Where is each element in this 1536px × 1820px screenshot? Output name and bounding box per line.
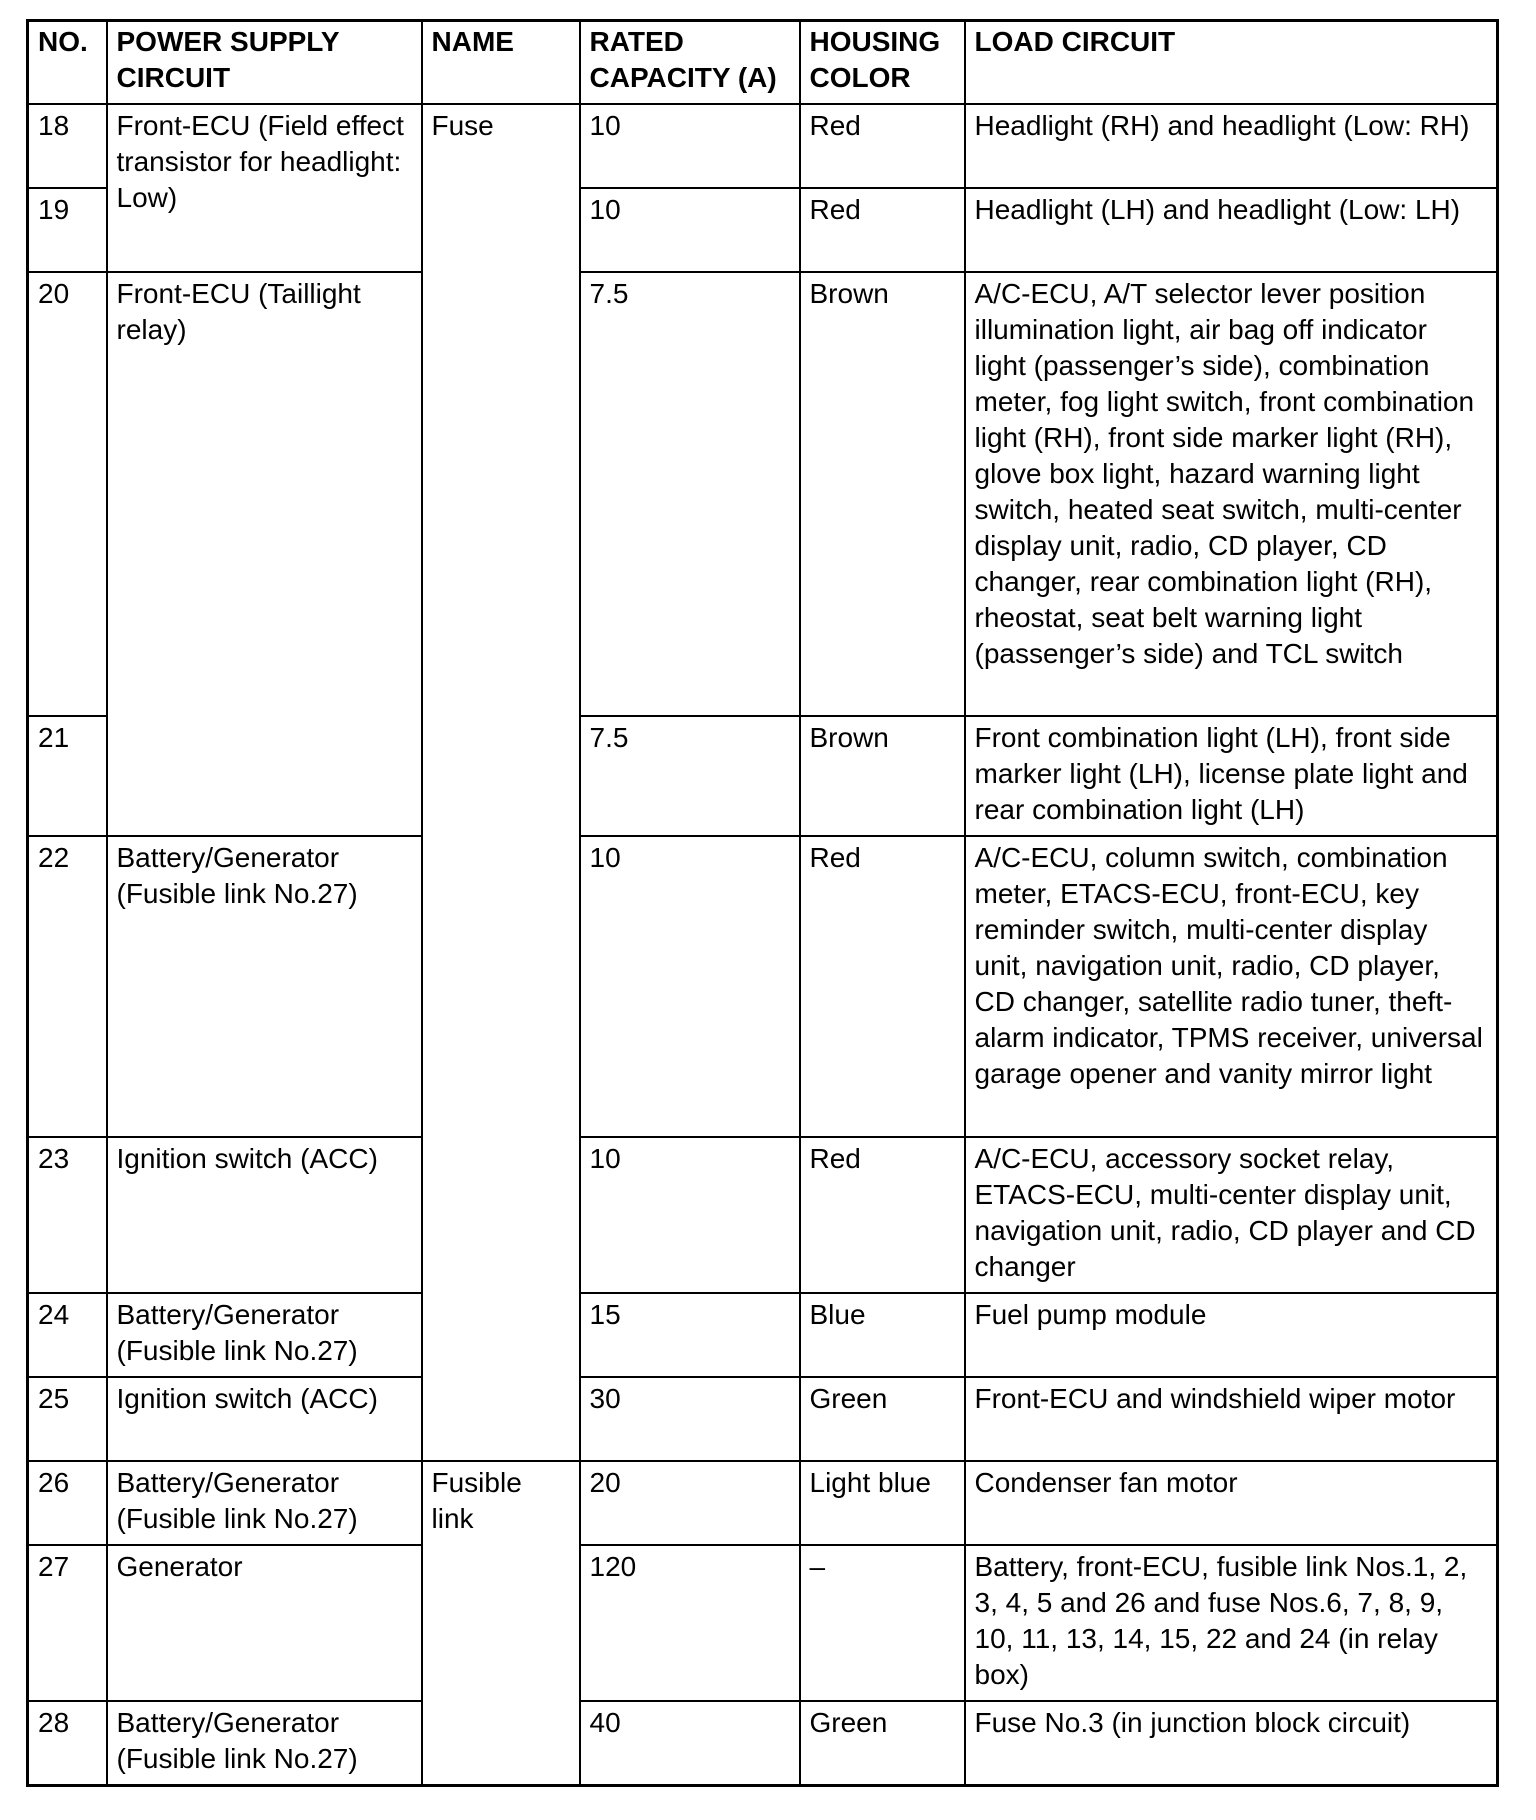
cell-no: 21 bbox=[28, 716, 107, 836]
cell-capacity: 120 bbox=[580, 1545, 800, 1701]
cell-capacity: 10 bbox=[580, 836, 800, 1136]
cell-load-circuit: Fuel pump module bbox=[965, 1293, 1498, 1377]
cell-housing-color: Green bbox=[800, 1377, 965, 1461]
cell-load-circuit: Headlight (RH) and headlight (Low: RH) bbox=[965, 104, 1498, 188]
cell-load-circuit: Front combination light (LH), front side marker light (LH), license plate light and rear combination light (LH) bbox=[965, 716, 1498, 836]
cell-name: Fusible link bbox=[422, 1461, 580, 1785]
cell-housing-color: Red bbox=[800, 188, 965, 272]
cell-no: 24 bbox=[28, 1293, 107, 1377]
cell-no: 19 bbox=[28, 188, 107, 272]
cell-power-supply: Battery/Generator (Fusible link No.27) bbox=[107, 1461, 422, 1545]
cell-capacity: 10 bbox=[580, 1137, 800, 1293]
cell-no: 26 bbox=[28, 1461, 107, 1545]
cell-housing-color: Blue bbox=[800, 1293, 965, 1377]
header-housing-color: HOUSING COLOR bbox=[800, 21, 965, 104]
cell-load-circuit: Condenser fan motor bbox=[965, 1461, 1498, 1545]
table-row bbox=[28, 1293, 1498, 1377]
cell-capacity: 10 bbox=[580, 188, 800, 272]
cell-power-supply: Ignition switch (ACC) bbox=[107, 1137, 422, 1293]
cell-load-circuit: Battery, front-ECU, fusible link Nos.1, 2, 3, 4, 5 and 26 and fuse Nos.6, 7, 8, 9, 10, 11, 13, 14, 15, 22 and 24 (in relay box) bbox=[965, 1545, 1498, 1701]
table-row bbox=[28, 1137, 1498, 1293]
cell-capacity: 7.5 bbox=[580, 272, 800, 717]
header-rated-capacity: RATED CAPACITY (A) bbox=[580, 21, 800, 104]
table-row bbox=[28, 104, 1498, 188]
cell-housing-color: Red bbox=[800, 104, 965, 188]
cell-capacity: 30 bbox=[580, 1377, 800, 1461]
cell-no: 22 bbox=[28, 836, 107, 1136]
table-row bbox=[28, 272, 1498, 717]
cell-load-circuit: A/C-ECU, column switch, combination meter, ETACS-ECU, front-ECU, key reminder switch, multi-center display unit, navigation unit, radio, CD player, CD changer, satellite radio tuner, theft-alarm indicator, TPMS receiver, universal garage opener and vanity mirror light bbox=[965, 836, 1498, 1136]
header-load-circuit: LOAD CIRCUIT bbox=[965, 21, 1498, 104]
cell-power-supply: Battery/Generator (Fusible link No.27) bbox=[107, 1701, 422, 1785]
cell-power-supply: Front-ECU (Field effect transistor for headlight: Low) bbox=[107, 104, 422, 272]
cell-load-circuit: Fuse No.3 (in junction block circuit) bbox=[965, 1701, 1498, 1785]
cell-power-supply: Battery/Generator (Fusible link No.27) bbox=[107, 836, 422, 1136]
cell-load-circuit: Headlight (LH) and headlight (Low: LH) bbox=[965, 188, 1498, 272]
cell-capacity: 20 bbox=[580, 1461, 800, 1545]
table-row bbox=[28, 836, 1498, 1136]
cell-load-circuit: Front-ECU and windshield wiper motor bbox=[965, 1377, 1498, 1461]
cell-capacity: 15 bbox=[580, 1293, 800, 1377]
cell-power-supply: Battery/Generator (Fusible link No.27) bbox=[107, 1293, 422, 1377]
cell-capacity: 10 bbox=[580, 104, 800, 188]
cell-name: Fuse bbox=[422, 104, 580, 1462]
header-row bbox=[28, 21, 1498, 104]
cell-housing-color: Green bbox=[800, 1701, 965, 1785]
cell-load-circuit: A/C-ECU, accessory socket relay, ETACS-ECU, multi-center display unit, navigation unit, radio, CD player and CD changer bbox=[965, 1137, 1498, 1293]
cell-power-supply: Generator bbox=[107, 1545, 422, 1701]
cell-no: 20 bbox=[28, 272, 107, 717]
fuse-table-container bbox=[26, 19, 1496, 1787]
cell-no: 18 bbox=[28, 104, 107, 188]
header-name: NAME bbox=[422, 21, 580, 104]
cell-no: 23 bbox=[28, 1137, 107, 1293]
cell-no: 28 bbox=[28, 1701, 107, 1785]
cell-housing-color: – bbox=[800, 1545, 965, 1701]
cell-housing-color: Light blue bbox=[800, 1461, 965, 1545]
cell-no: 25 bbox=[28, 1377, 107, 1461]
header-power-supply-circuit: POWER SUPPLY CIRCUIT bbox=[107, 21, 422, 104]
cell-capacity: 40 bbox=[580, 1701, 800, 1785]
cell-power-supply: Ignition switch (ACC) bbox=[107, 1377, 422, 1461]
cell-housing-color: Brown bbox=[800, 272, 965, 717]
table-row bbox=[28, 1701, 1498, 1785]
cell-housing-color: Red bbox=[800, 1137, 965, 1293]
table-row bbox=[28, 1461, 1498, 1545]
cell-housing-color: Brown bbox=[800, 716, 965, 836]
fuse-table bbox=[26, 19, 1499, 1787]
cell-power-supply: Front-ECU (Taillight relay) bbox=[107, 272, 422, 837]
cell-load-circuit: A/C-ECU, A/T selector lever position illumination light, air bag off indicator light (passenger’s side), combination meter, fog light switch, front combination light (RH), front side marker light (RH), glove box light, hazard warning light switch, heated seat switch, multi-center display unit, radio, CD player, CD changer, rear combination light (RH), rheostat, seat belt warning light (passenger’s side) and TCL switch bbox=[965, 272, 1498, 717]
cell-housing-color: Red bbox=[800, 836, 965, 1136]
cell-capacity: 7.5 bbox=[580, 716, 800, 836]
table-row bbox=[28, 1545, 1498, 1701]
table-row bbox=[28, 1377, 1498, 1461]
cell-no: 27 bbox=[28, 1545, 107, 1701]
header-no: NO. bbox=[28, 21, 107, 104]
